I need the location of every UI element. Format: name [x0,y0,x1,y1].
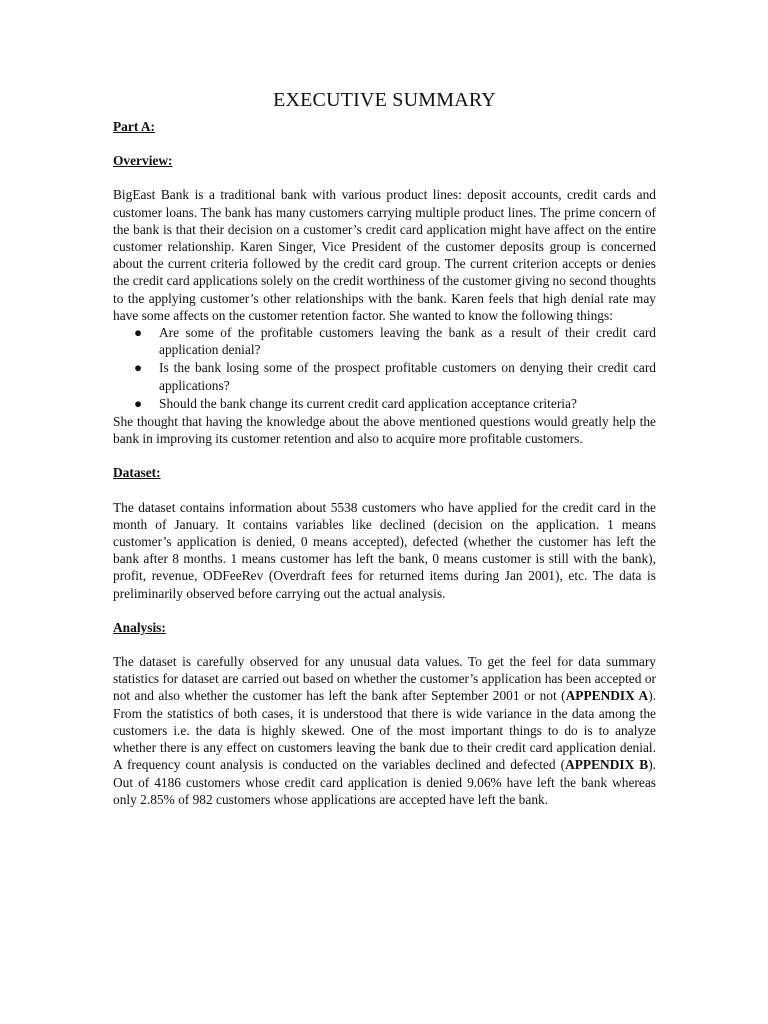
overview-closing: She thought that having the knowledge about the above mentioned questions would greatly help the bank in improving its customer retention and also to acquire more profitable customers. [113,414,656,447]
overview-heading: Overview: [113,153,173,169]
bullet-icon: ● [134,360,143,376]
bullet-icon: ● [134,395,143,411]
bullet-text: Are some of the profitable customers leaving the bank as a result of their credit card application denial? [159,325,656,358]
analysis-paragraph [113,653,656,808]
analysis-text-1: The dataset is carefully observed for any unusual data values. To get the feel for data summary statistics for dataset are carried out based on whether the customer’s application has been accepted or not and also whether the customer has left the bank after September 2001 or not ( [113,654,656,704]
bullet-text: Is the bank losing some of the prospect profitable customers on denying their credit card applications? [159,360,656,393]
dataset-heading: Dataset: [113,465,161,481]
part-heading: Part A: [113,119,156,134]
analysis-heading: Analysis: [113,619,166,635]
analysis-text-3: ). Out of 4186 customers whose credit card application is denied 9.06% have left the bank whereas only 2.85% of 982 customers whose applications are accepted have left the bank. [113,757,657,807]
appendix-b-reference: APPENDIX B [565,757,649,773]
overview-bullet-list [113,324,656,412]
bullet-icon: ● [134,325,143,341]
appendix-a-reference: APPENDIX A [565,688,649,704]
document-title: EXECUTIVE SUMMARY [273,89,496,111]
analysis-text-2: ). From the statistics of both cases, it is understood that there is wide variance in the data among the customers i.e. the data is highly skewed. One of the most important things to do is to analyze whether there is any effect on customers leaving the bank due to their credit card application denial. A frequency count analysis is conducted on the variables declined and defected ( [113,688,656,773]
bullet-text: Should the bank change its current credit card application acceptance criteria? [159,395,577,411]
list-item [134,395,656,412]
list-item [134,324,656,358]
document-page [113,88,656,808]
dataset-paragraph: The dataset contains information about 5538 customers who have applied for the credit card in the month of January. It contains variables like declined (decision on the application. 1 means customer’s application is denied, 0 means accepted), defected (whether the customer has left the bank after 8 months. 1 means customer has left the bank, 0 means customer is still with the bank), profit, revenue, ODFeeRev (Overdraft fees for returned items during Jan 2001), etc. The data is preliminarily observed before carrying out the actual analysis. [113,499,656,601]
overview-paragraph: BigEast Bank is a traditional bank with various product lines: deposit accounts, credit cards and customer loans. The bank has many customers carrying multiple product lines. The prime concern of the bank is that their decision on a customer’s credit card application might have affect on the entire customer relationship. Karen Singer, Vice President of the customer deposits group is concerned about the current criteria followed by the credit card group. The current criterion accepts or denies the credit card applications solely on the credit worthiness of the customer giving no second thoughts to the applying customer’s other relationships with the bank. Karen feels that high denial rate may have some affects on the customer retention factor. She wanted to know the following things: [113,187,656,323]
list-item [134,359,656,393]
